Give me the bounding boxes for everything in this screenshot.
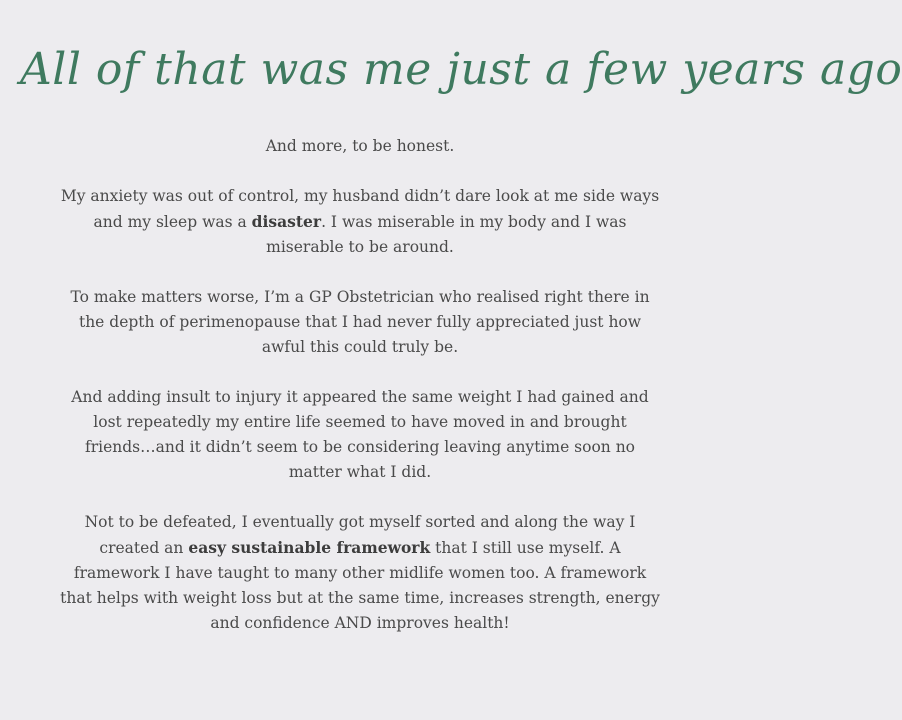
- paragraph-4-text: And adding insult to injury it appeared the same weight I had gained and lost repeatedly my entire life seemed to have moved in and brought friends…and it didn’t seem to be considering leaving anytime soon no matter what I did.: [71, 388, 649, 481]
- paragraph-4: [60, 385, 660, 485]
- paragraph-5-emphasis: easy sustainable framework: [188, 538, 431, 557]
- paragraph-2-lead: My anxiety was out of control, my husband didn’t dare look at me side ways and my sleep was a: [60, 187, 660, 231]
- paragraph-5-lead: Not to be defeated, I eventually got myself sorted and along the way I created an: [84, 513, 636, 557]
- body-text: [60, 134, 660, 661]
- paragraph-2: [60, 184, 660, 260]
- page-title: All of that was me just a few years ago: [20, 44, 902, 95]
- paragraph-1-text: And more, to be honest.: [265, 137, 455, 155]
- paragraph-1: [60, 134, 660, 159]
- paragraph-5: [60, 510, 660, 636]
- paragraph-3: [60, 285, 660, 360]
- paragraph-2-emphasis: disaster: [251, 212, 322, 231]
- paragraph-3-text: To make matters worse, I’m a GP Obstetrician who realised right there in the depth of perimenopause that I had never fully appreciated just how awful this could truly be.: [70, 288, 650, 356]
- paragraph-2-tail: . I was miserable in my body and I was miserable to be around.: [266, 213, 627, 256]
- paragraph-5-tail: that I still use myself. A framework I have taught to many other midlife women too. A framework that helps with weight loss but at the same time, increases strength, energy and confidence AND improves health!: [60, 539, 660, 632]
